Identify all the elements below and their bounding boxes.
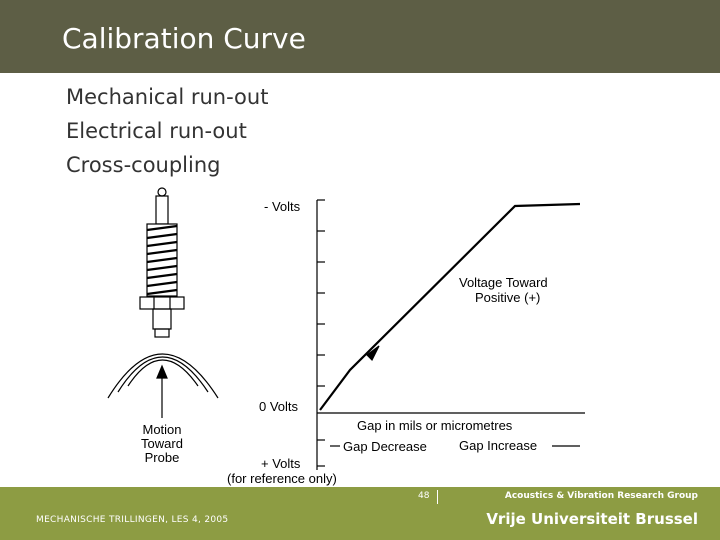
curve-label: Voltage Toward [459, 275, 548, 290]
gap-increase-label: Gap Increase [459, 438, 538, 453]
bullet-item: Electrical run-out [66, 119, 247, 143]
probe-label: Probe [144, 450, 180, 465]
footer-divider [437, 490, 438, 504]
probe-illustration [108, 188, 218, 418]
group-name: Acoustics & Vibration Research Group [504, 491, 698, 501]
probe-label: Toward [141, 436, 183, 451]
slide-title: Calibration Curve [62, 22, 306, 55]
y-top-label: - Volts [264, 199, 301, 214]
y-zero-label: 0 Volts [259, 399, 299, 414]
bullet-item: Mechanical run-out [66, 85, 269, 109]
gap-decrease-label: Gap Decrease [343, 439, 427, 454]
y-bottom-note: (for reference only) [227, 471, 337, 486]
y-bottom-label: + Volts [261, 456, 301, 471]
x-axis-label: Gap in mils or micrometres [357, 418, 513, 433]
university-logo-text: Vrije Universiteit Brussel [486, 510, 698, 528]
page-number: 48 [418, 491, 430, 501]
probe-label: Motion [142, 422, 182, 437]
course-label: MECHANISCHE TRILLINGEN, LES 4, 2005 [36, 515, 229, 525]
curve-label: Positive (+) [475, 290, 541, 305]
bullet-item: Cross-coupling [66, 153, 221, 177]
